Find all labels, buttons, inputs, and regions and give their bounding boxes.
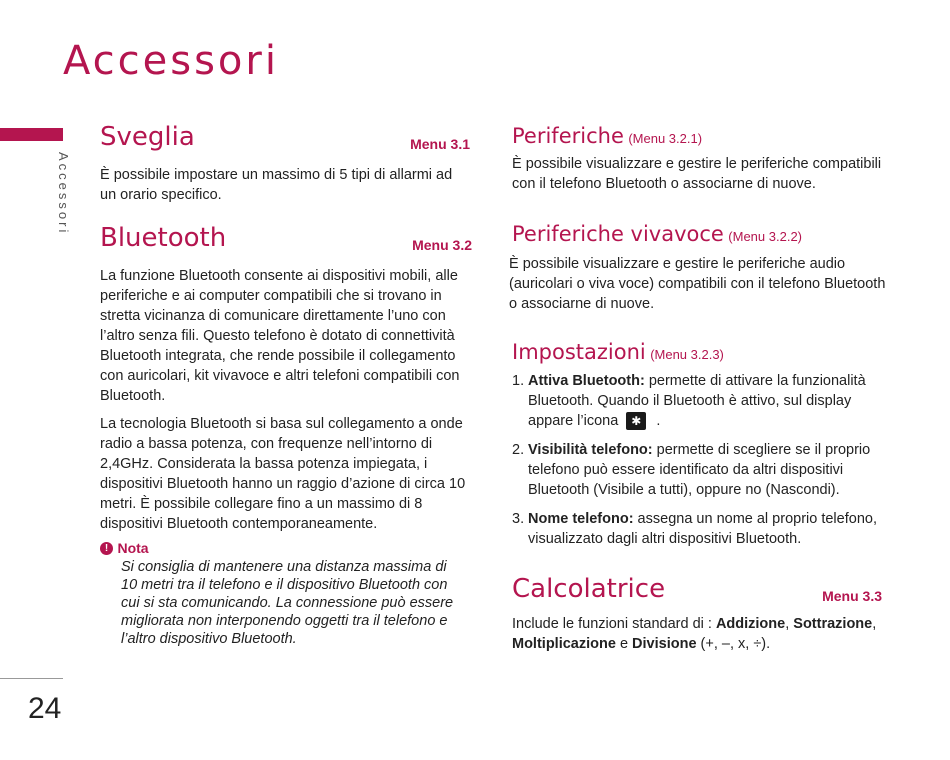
- list-item-label: Nome telefono:: [528, 511, 634, 527]
- note-title: Nota: [117, 540, 149, 556]
- page-number: 24: [28, 692, 62, 725]
- periferiche-menu-ref: (Menu 3.2.1): [628, 131, 703, 146]
- note-text: Si consiglia di mantenere una distanza massima di 10 metri tra il telefono e il dispositivo Bluetooth con cui si sta comunicando. La connessione può essere migliorata non interponendo oggetti tra il telefono e l’altro dispositivo Bluetooth.: [121, 559, 454, 647]
- bluetooth-icon: ✱: [626, 412, 646, 430]
- impostazioni-list: [512, 371, 884, 549]
- sveglia-section: [100, 122, 472, 205]
- bottom-divider: [0, 678, 63, 679]
- bluetooth-menu-ref: Menu 3.2: [412, 237, 472, 253]
- vivavoce-menu-ref: (Menu 3.2.2): [728, 229, 802, 244]
- calcolatrice-heading: Calcolatrice: [512, 574, 666, 604]
- list-item-text: permette di attivare la funzionalità Bluetooth. Quando il Bluetooth è attivo, sul display appare l’icona: [528, 373, 866, 429]
- periferiche-text: È possibile visualizzare e gestire le periferiche compatibili con il telefono Bluetooth o associarne di nuove.: [512, 156, 882, 192]
- list-item-text: permette di scegliere se il proprio telefono può essere identificato da altri dispositivi Bluetooth (Visibile a tutti), oppure no (Nascondi).: [528, 442, 871, 498]
- calcolatrice-text: Include le funzioni standard di : Addizione, Sottrazione, Moltiplicazione e Divisione (+, –, x, ÷).: [512, 616, 877, 652]
- list-item-label: Attiva Bluetooth:: [528, 373, 645, 389]
- bluetooth-paragraph-2: La tecnologia Bluetooth si basa sul collegamento a onde radio a bassa potenza, con frequenze nell’intorno di 2,4GHz. Considerata la bassa potenza impiegata, i dispositivi Bluetooth hanno un raggio d’azione di circa 10 metri. È possibile collegare fino a un massimo di 8 dispositivi Bluetooth contemporaneamente.: [100, 416, 466, 532]
- list-item-text: assegna un nome al proprio telefono, visualizzato dagli altri dispositivi Bluetooth.: [528, 511, 877, 547]
- list-item-label: Visibilità telefono:: [528, 442, 653, 458]
- page-title: Accessori: [63, 38, 279, 84]
- periferiche-heading: Periferiche: [512, 124, 624, 148]
- list-item: 2. Visibilità telefono: permette di scegliere se il proprio telefono può essere identificato da altri dispositivi Bluetooth (Visibile a tutti), oppure no (Nascondi).: [512, 442, 871, 498]
- note-exclamation-icon: !: [100, 542, 113, 555]
- calcolatrice-menu-ref: Menu 3.3: [822, 588, 882, 604]
- side-section-label: Accessori: [56, 152, 71, 236]
- bluetooth-heading: Bluetooth: [100, 223, 227, 253]
- impostazioni-menu-ref: (Menu 3.2.3): [650, 347, 724, 362]
- impostazioni-heading: Impostazioni: [512, 340, 646, 364]
- vivavoce-section: [509, 222, 893, 314]
- sveglia-heading: Sveglia: [100, 122, 195, 152]
- impostazioni-section: [512, 340, 884, 558]
- sveglia-menu-ref: Menu 3.1: [410, 136, 470, 152]
- bluetooth-paragraph-1: La funzione Bluetooth consente ai dispositivi mobili, alle periferiche e ai computer compatibili che si trovano in stretta vicinanza di comunicare direttamente l’uno con l’altro senza fili. Questo telefono è dotato di connettività Bluetooth integrata, che rende possibile il collegamento con auricolari, kit vivavoce e altri telefoni compatibili con Bluetooth.: [100, 268, 460, 404]
- sveglia-text: È possibile impostare un massimo di 5 tipi di allarmi ad un orario specifico.: [100, 167, 453, 203]
- calcolatrice-section: [512, 574, 884, 654]
- side-accent-bar: [0, 128, 63, 141]
- vivavoce-heading: Periferiche vivavoce: [512, 222, 724, 246]
- list-item: 1. Attiva Bluetooth: permette di attivare la funzionalità Bluetooth. Quando il Bluetooth è attivo, sul display appare l’icona ✱ .: [512, 373, 866, 429]
- list-item: 3. Nome telefono: assegna un nome al proprio telefono, visualizzato dagli altri dispositivi Bluetooth.: [512, 511, 877, 547]
- note-box: [100, 540, 474, 648]
- vivavoce-text: È possibile visualizzare e gestire le periferiche audio (auricolari o viva voce) compatibili con il telefono Bluetooth o associarne di nuove.: [509, 256, 886, 312]
- bluetooth-section: [100, 223, 474, 648]
- periferiche-section: [512, 124, 882, 194]
